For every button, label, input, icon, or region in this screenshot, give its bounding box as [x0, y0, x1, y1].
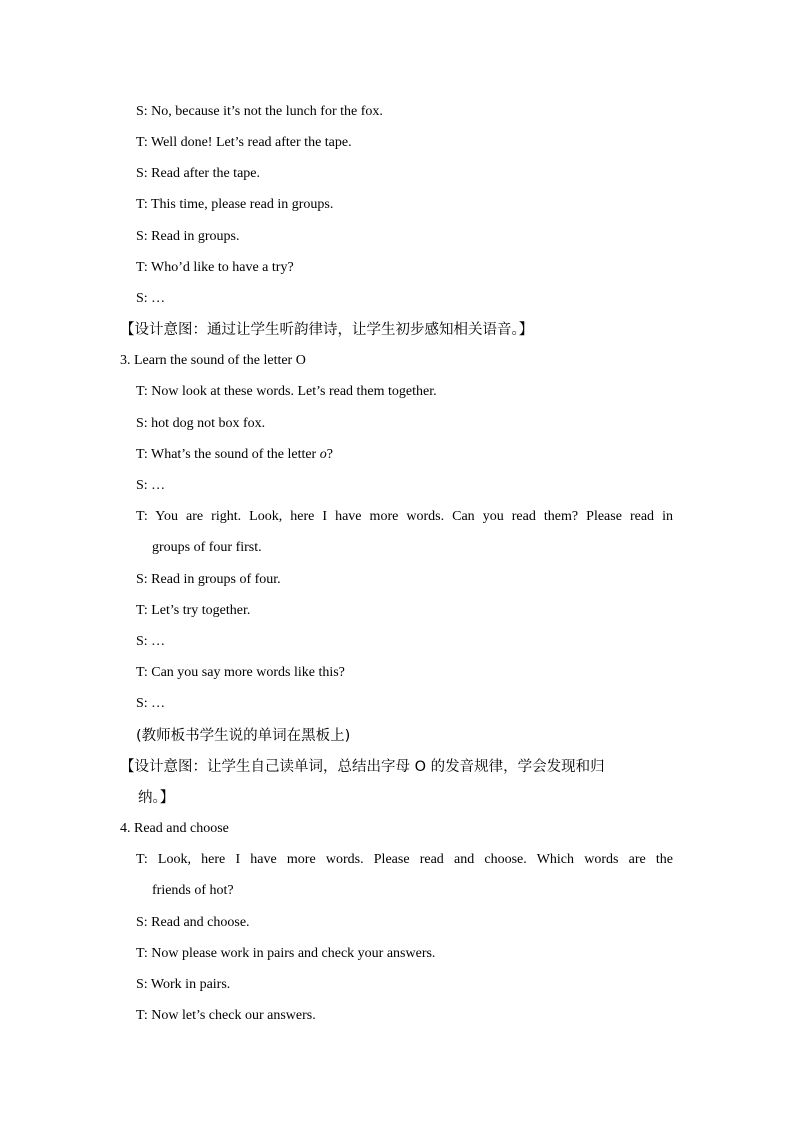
dialogue-line: S: Read and choose.	[136, 915, 250, 930]
dialogue-line: S: hot dog not box fox.	[136, 416, 266, 431]
question-prefix: T: What’s the sound of the letter	[136, 447, 320, 462]
dialogue-line: S: …	[136, 478, 166, 493]
design-intent-note: 【设计意图：让学生自己读单词，总结出字母 O 的发音规律，学会发现和归	[120, 759, 605, 775]
question-suffix: ?	[326, 447, 333, 462]
dialogue-line: T: Can you say more words like this?	[136, 665, 345, 680]
dialogue-line: T: This time, please read in groups.	[136, 197, 334, 212]
dialogue-line-continued: groups of four first.	[152, 540, 262, 555]
dialogue-line: S: Read in groups.	[136, 229, 240, 244]
dialogue-line: S: …	[136, 634, 166, 649]
section-heading: 3. Learn the sound of the letter O	[120, 353, 306, 368]
dialogue-line: T: Now please work in pairs and check your answers.	[136, 946, 436, 961]
dialogue-line: T: You are right. Look, here I have more words. Can you read them? Please read in	[136, 509, 673, 524]
dialogue-line: T: Now let’s check our answers.	[136, 1008, 316, 1023]
dialogue-line: S: No, because it’s not the lunch for the fox.	[136, 104, 383, 119]
dialogue-line: T: Let’s try together.	[136, 603, 251, 618]
dialogue-line: T: Look, here I have more words. Please read and choose. Which words are the	[136, 852, 673, 867]
dialogue-line: T: Now look at these words. Let’s read them together.	[136, 384, 437, 399]
dialogue-line: S: Read in groups of four.	[136, 572, 281, 587]
design-intent-note: 【设计意图：通过让学生听韵律诗，让学生初步感知相关语音。】	[120, 322, 534, 338]
board-note: (教师板书学生说的单词在黑板上)	[136, 728, 351, 744]
section-heading: 4. Read and choose	[120, 821, 229, 836]
design-intent-note-continued: 纳。】	[138, 790, 175, 806]
dialogue-line: T: Well done! Let’s read after the tape.	[136, 135, 352, 150]
dialogue-line-continued: friends of hot?	[152, 883, 234, 898]
letter-o: o	[319, 447, 327, 462]
dialogue-line: S: Work in pairs.	[136, 977, 231, 992]
dialogue-line: S: …	[136, 291, 166, 306]
dialogue-line	[136, 445, 333, 465]
dialogue-line: S: …	[136, 696, 166, 711]
dialogue-line: T: Who’d like to have a try?	[136, 260, 294, 275]
dialogue-line: S: Read after the tape.	[136, 166, 261, 181]
